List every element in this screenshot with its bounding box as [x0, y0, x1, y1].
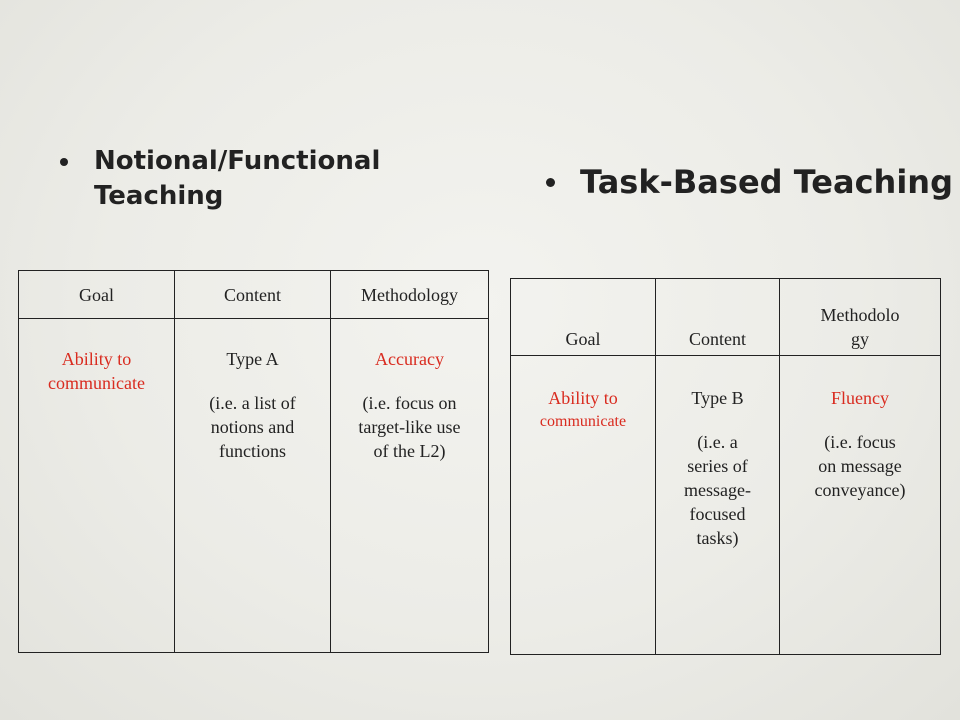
- methodology-line: (i.e. focus: [824, 432, 896, 452]
- methodology-cell: [331, 319, 489, 653]
- methodology-line: target-like use: [358, 417, 461, 437]
- spacer: [179, 371, 326, 391]
- goal-cell: [511, 356, 656, 655]
- content-line: tasks): [696, 528, 739, 548]
- right-heading-bullet: [546, 162, 956, 202]
- goal-line: communicate: [539, 413, 627, 430]
- methodology-title: Fluency: [831, 388, 889, 408]
- content-line: focused: [689, 504, 746, 524]
- spacer: [335, 371, 484, 391]
- left-heading-line1: Notional/Functional: [94, 146, 381, 176]
- left-heading-line2: Teaching: [94, 181, 224, 211]
- left-heading-bullet: [60, 144, 420, 214]
- methodology-line: of the L2): [373, 441, 446, 461]
- bullet-dot-icon: [546, 178, 555, 187]
- goal-cell: [19, 319, 175, 653]
- left-heading: [94, 144, 380, 214]
- content-line: message-: [684, 480, 751, 500]
- notional-functional-table: [18, 270, 489, 653]
- header-content: Content: [175, 271, 331, 319]
- content-line: functions: [219, 441, 286, 461]
- spacer: [660, 410, 775, 430]
- header-content: Content: [656, 279, 780, 356]
- methodology-title: Accuracy: [375, 349, 444, 369]
- header-goal: Goal: [19, 271, 175, 319]
- content-cell: [175, 319, 331, 653]
- header-methodology-line: gy: [851, 329, 869, 349]
- goal-line: Ability to: [61, 349, 132, 369]
- goal-line: Ability to: [548, 388, 618, 408]
- table-header-row: [511, 279, 941, 356]
- methodology-line: on message: [818, 456, 902, 476]
- content-title: Type B: [691, 388, 744, 408]
- header-methodology-line: Methodolo: [820, 305, 900, 325]
- task-based-table: [510, 278, 941, 655]
- content-line: (i.e. a list of: [209, 393, 296, 413]
- table-row: [511, 356, 941, 655]
- content-line: (i.e. a: [697, 432, 738, 452]
- methodology-cell: [780, 356, 941, 655]
- content-cell: [656, 356, 780, 655]
- header-methodology: [780, 279, 941, 356]
- methodology-line: conveyance): [814, 480, 906, 500]
- header-methodology: Methodology: [331, 271, 489, 319]
- right-heading: Task-Based Teaching: [580, 163, 953, 201]
- header-goal: Goal: [511, 279, 656, 356]
- content-line: series of: [687, 456, 748, 476]
- bullet-dot-icon: [60, 158, 68, 166]
- goal-line: communicate: [48, 373, 145, 393]
- methodology-line: (i.e. focus on: [362, 393, 457, 413]
- table-header-row: [19, 271, 489, 319]
- spacer: [784, 410, 936, 430]
- table-row: [19, 319, 489, 653]
- content-line: notions and: [210, 417, 295, 437]
- content-title: Type A: [226, 349, 279, 369]
